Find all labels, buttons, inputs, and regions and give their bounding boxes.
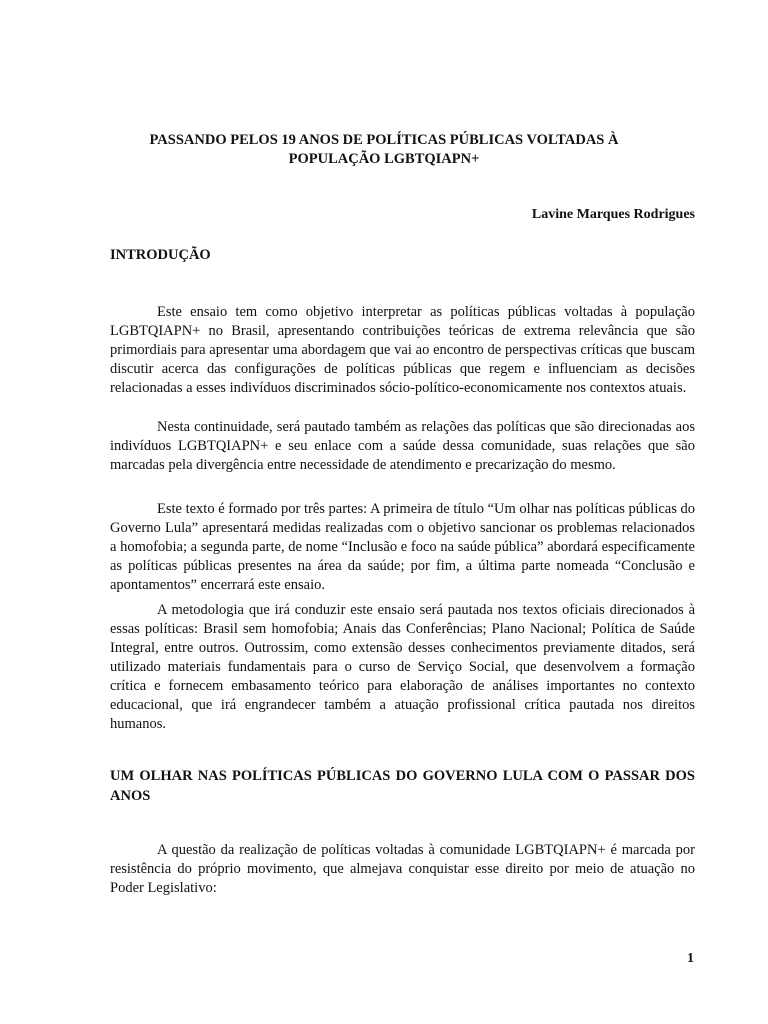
section-heading-governo-lula: UM OLHAR NAS POLÍTICAS PÚBLICAS DO GOVERNO LULA COM O PASSAR DOS ANOS xyxy=(110,768,695,804)
document-title: PASSANDO PELOS 19 ANOS DE POLÍTICAS PÚBLICAS VOLTADAS À POPULAÇÃO LGBTQIAPN+ xyxy=(149,132,619,167)
section-heading-introducao: INTRODUÇÃO xyxy=(110,247,211,263)
paragraph: Este ensaio tem como objetivo interpretar as políticas públicas voltadas à população LGBTQIAPN+ no Brasil, apresentando contribuições teóricas de extrema relevância que são primordiais para apresentar uma abordagem que vai ao encontro de perspectivas críticas que buscam discutir acerca das configurações de políticas públicas que regem e influenciam as decisões relacionadas a esses indivíduos discriminados sócio-político-economicamente nos contextos atuais. xyxy=(110,304,695,396)
paragraph: A questão da realização de políticas voltadas à comunidade LGBTQIAPN+ é marcada por resistência do próprio movimento, que almejava conquistar esse direito por meio de atuação no Poder Legislativo: xyxy=(110,842,695,896)
paragraph: A metodologia que irá conduzir este ensaio será pautada nos textos oficiais direcionados à essas políticas: Brasil sem homofobia; Anais das Conferências; Plano Nacional; Política de Saúde Integral, entre outros. Outrossim, como extensão desses conhecimentos previamente ditados, será utilizado materiais fundamentais para o curso de Serviço Social, que desenvolvem a formação crítica e fornecem embasamento teórico para elaboração de análises importantes no contexto educacional, que irá engrandecer também a atuação profissional crítica pautada nos direitos humanos. xyxy=(110,602,695,732)
paragraph: Nesta continuidade, será pautado também as relações das políticas que são direcionadas aos indivíduos LGBTQIAPN+ e seu enlace com a saúde dessa comunidade, suas relações que são marcadas pela divergência entre necessidade de atendimento e precarização do mesmo. xyxy=(110,419,695,473)
paragraph: Este texto é formado por três partes: A primeira de título “Um olhar nas políticas públicas do Governo Lula” apresentará medidas realizadas com o objetivo sancionar os problemas relacionados a homofobia; a segunda parte, de nome “Inclusão e foco na saúde pública” abordará especificamente as políticas públicas presentes na área da saúde; por fim, a última parte nomeada “Conclusão e apontamentos” encerrará este ensaio. xyxy=(110,501,695,593)
author-name: Lavine Marques Rodrigues xyxy=(531,207,695,222)
page-number: 1 xyxy=(687,951,694,966)
